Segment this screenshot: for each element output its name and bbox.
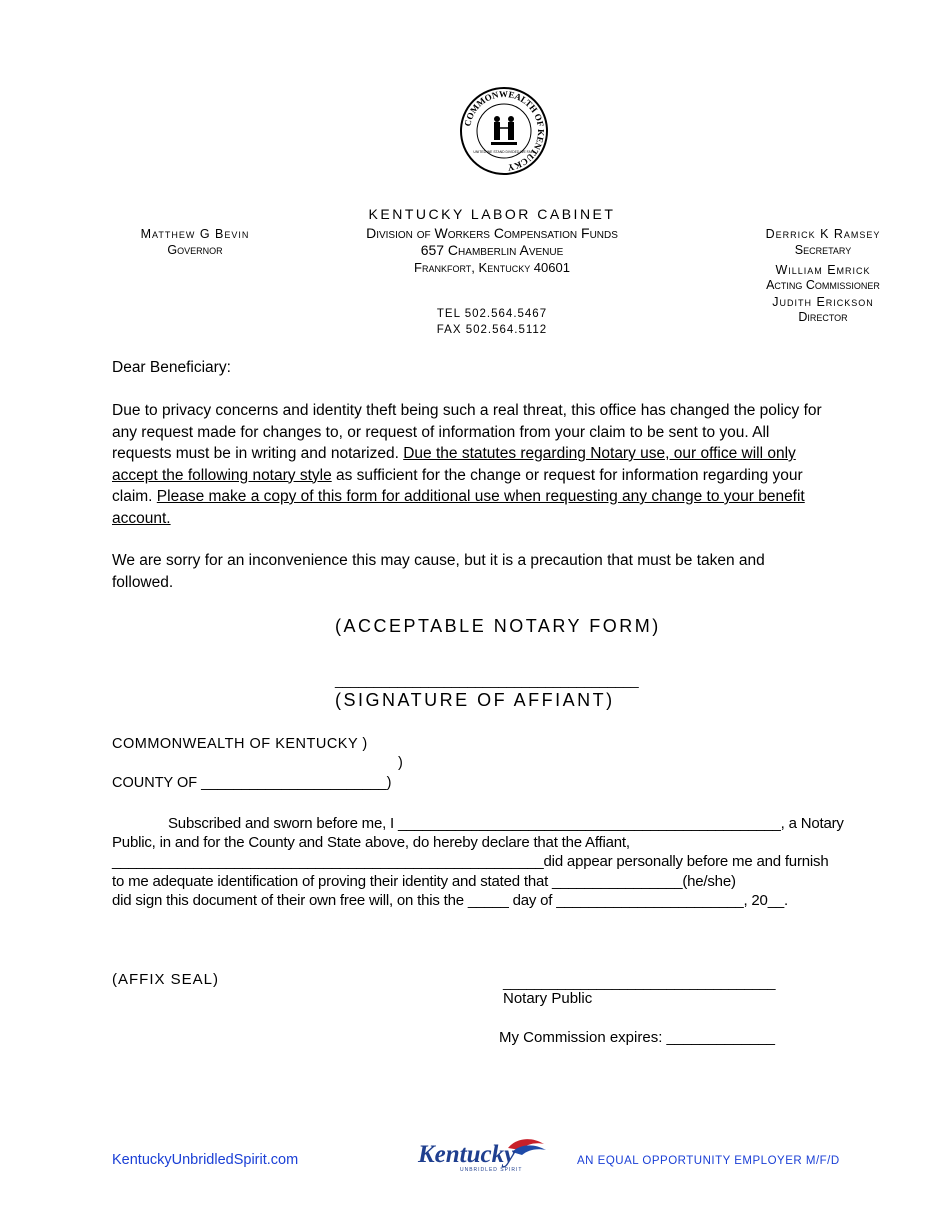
address-line-1: 657 Chamberlin Avenue — [420, 242, 564, 258]
commonwealth-line: COMMONWEALTH OF KENTUCKY ) — [112, 736, 368, 752]
seal-motto: UNITED WE STAND DIVIDED WE FALL — [473, 150, 535, 154]
director-name: Judith Erickson — [772, 295, 874, 309]
jurat-line-3: _____________________________________________________did appear personally before me and furnish — [112, 853, 829, 870]
seal-outer-text: COMMONWEALTH OF KENTUCKY — [462, 88, 547, 173]
jurat-line-2: Public, in and for the County and State above, do hereby declare that the Affiant, — [112, 834, 630, 851]
jurat-line-4: to me adequate identification of proving their identity and stated that ________________(he/she) — [112, 873, 736, 890]
svg-text:COMMONWEALTH OF KENTUCKY — [462, 89, 546, 173]
secretary-title: Secretary — [794, 243, 852, 257]
website-link[interactable]: KentuckyUnbridledSpirit.com — [112, 1152, 299, 1168]
logo-tagline: UNBRIDLED SPIRIT — [460, 1167, 523, 1173]
telephone: TEL 502.564.5467 — [436, 308, 548, 320]
governor-name: Matthew G Bevin — [140, 227, 250, 241]
address-line-2: Frankfort, Kentucky 40601 — [414, 260, 570, 275]
paragraph-apology: We are sorry for an inconvenience this may cause, but it is a precaution that must be taken and followed. — [112, 552, 765, 591]
secretary-name: Derrick K Ramsey — [765, 227, 881, 241]
notice-copy-underlined: Please make a copy of this form for additional use when requesting any change to your benefit account. — [112, 488, 805, 527]
cabinet-name: KENTUCKY LABOR CABINET — [368, 206, 616, 222]
logo-wordmark: Kentucky — [418, 1141, 516, 1168]
jurat-line-1: Subscribed and sworn before me, I _______________________________________________, a Notary — [168, 815, 844, 832]
venue-paren: ) — [398, 755, 403, 771]
kentucky-logo — [416, 1134, 551, 1174]
commissioner-name: William Emrick — [775, 263, 871, 277]
division-name: Division of Workers Compensation Funds — [366, 225, 618, 241]
affiant-signature-line: _______________________________________ — [335, 672, 639, 688]
director-title: Director — [798, 310, 848, 324]
paragraph-notice — [112, 400, 827, 529]
affiant-signature-label: (SIGNATURE OF AFFIANT) — [335, 690, 615, 710]
notice-text-a: Due to privacy concerns and identity theft being such a real threat, this office has changed the policy for any request made for changes to, or request of information from your claim to be sent to you. All requests must be in writing and notarized. — [112, 402, 822, 462]
affix-seal-label: (AFFIX SEAL) — [112, 971, 220, 988]
commission-expires: My Commission expires: _____________ — [499, 1029, 775, 1046]
equal-opportunity: AN EQUAL OPPORTUNITY EMPLOYER M/F/D — [577, 1155, 840, 1167]
commonwealth-seal — [459, 86, 549, 176]
salutation: Dear Beneficiary: — [112, 359, 231, 376]
commissioner-title: Acting Commissioner — [766, 278, 880, 292]
county-line: COUNTY OF _______________________) — [112, 775, 392, 791]
jurat-line-5: did sign this document of their own free will, on this the _____ day of _______________________, 20__. — [112, 892, 788, 909]
notary-public-label: Notary Public — [503, 990, 593, 1007]
notice-text-c: as sufficient for the change or request for information regarding your claim. — [112, 466, 803, 505]
governor-title: Governor — [167, 243, 223, 257]
notice-statute-underlined: Due the statutes regarding Notary use, our office will only accept the following notary style — [112, 445, 796, 484]
fax: FAX 502.564.5112 — [436, 324, 548, 336]
form-title: (ACCEPTABLE NOTARY FORM) — [335, 616, 661, 636]
notary-signature-line: ___________________________________ — [503, 974, 776, 990]
